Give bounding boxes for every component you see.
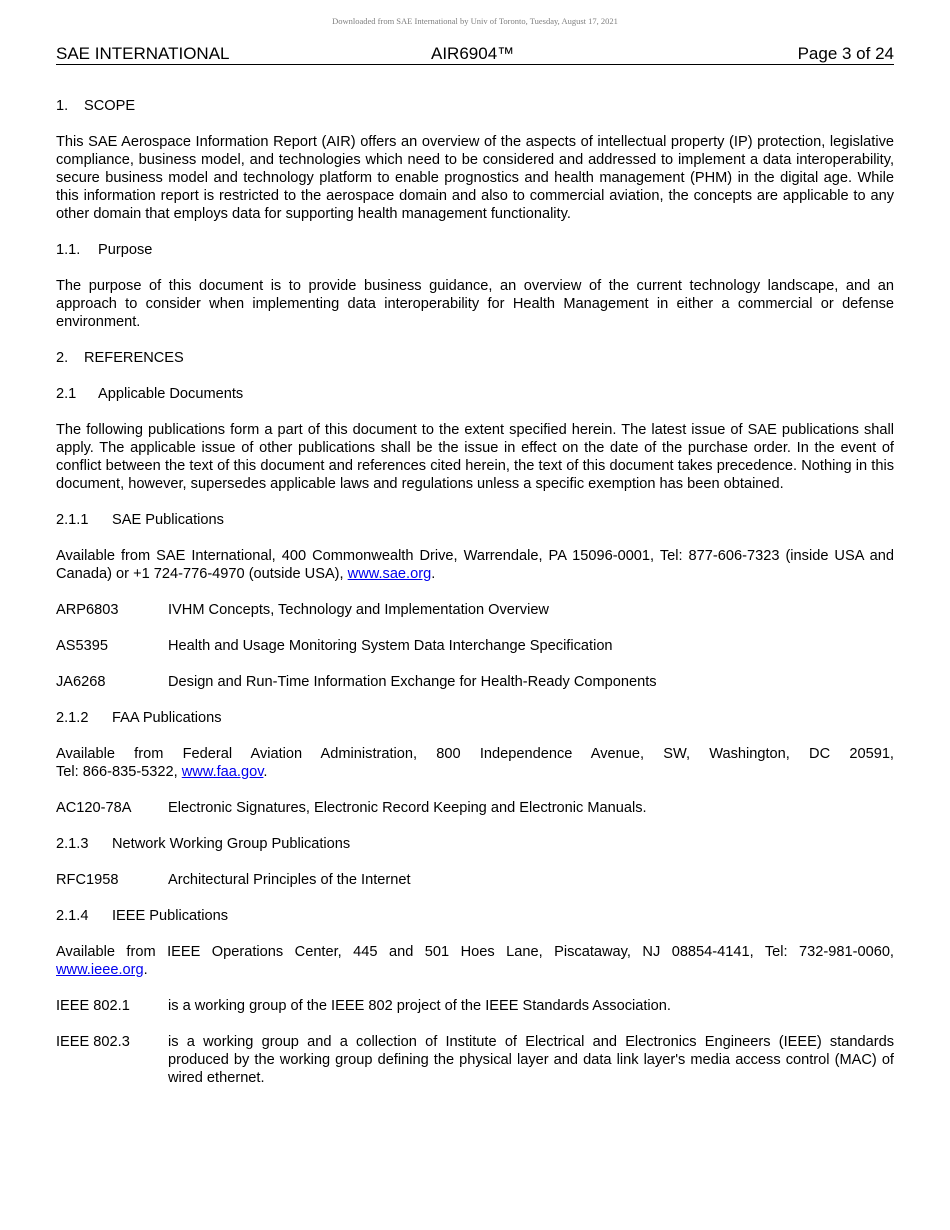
section-title: SCOPE [84, 98, 136, 114]
reference-entry [56, 601, 894, 619]
availability-line-2 [56, 961, 894, 979]
section-title: SAE Publications [112, 512, 224, 528]
section-number: 2. [56, 350, 69, 366]
availability-line: Available from IEEE Operations Center, 445 and 501 Hoes Lane, Piscataway, NJ 08854-4141, Tel: 732-981-0060, [56, 944, 894, 960]
period: . [431, 566, 436, 582]
reference-entry [56, 673, 894, 691]
section-heading-sae-publications [56, 511, 894, 529]
reference-code: AS5395 [56, 638, 108, 654]
section-heading-network-working-group [56, 835, 894, 853]
header-page-number: Page 3 of 24 [797, 44, 894, 63]
reference-description: Electronic Signatures, Electronic Record Keeping and Electronic Manuals. [168, 800, 647, 816]
section-title: IEEE Publications [112, 908, 229, 924]
reference-code: RFC1958 [56, 872, 119, 888]
section-number: 1. [56, 98, 69, 114]
ieee-website-link[interactable]: www.ieee.org [56, 962, 144, 978]
reference-code: IEEE 802.3 [56, 1034, 130, 1050]
reference-code: AC120-78A [56, 800, 132, 816]
period: . [263, 764, 268, 780]
section-heading-faa-publications [56, 709, 894, 727]
purpose-paragraph: The purpose of this document is to provide business guidance, an overview of the current technology landscape, and an approach to consider when implementing data interoperability for Health Management in either a commercial or defense environment. [56, 278, 894, 330]
section-number: 1.1. [56, 242, 81, 258]
section-heading-applicable-documents [56, 385, 894, 403]
section-number: 2.1.4 [56, 908, 89, 924]
sae-website-link[interactable]: www.sae.org [347, 566, 432, 582]
section-number: 2.1 [56, 386, 77, 402]
page-header [56, 44, 894, 65]
header-publisher: SAE INTERNATIONAL [56, 44, 230, 63]
reference-description: Architectural Principles of the Internet [168, 872, 411, 888]
reference-description: Design and Run-Time Information Exchange for Health-Ready Components [168, 674, 657, 690]
reference-entry [56, 1033, 894, 1087]
section-title: Applicable Documents [98, 386, 244, 402]
reference-code: JA6268 [56, 674, 106, 690]
applicable-documents-paragraph: The following publications form a part of this document to the extent specified herein. The latest issue of SAE publications shall apply. The applicable issue of other publications shall be the issue in effect on the date of the purchase order. In the event of conflict between the text of this document and references cited herein, the text of this document takes precedence. Nothing in this document, however, supersedes applicable laws and regulations unless a specific exemption has been obtained. [56, 422, 894, 492]
section-title: Purpose [98, 242, 153, 258]
download-watermark: Downloaded from SAE International by Univ of Toronto, Tuesday, August 17, 2021 [332, 16, 618, 26]
reference-entry [56, 637, 894, 655]
reference-entry [56, 799, 894, 817]
section-title: FAA Publications [112, 710, 222, 726]
faa-availability-paragraph [56, 745, 894, 781]
header-doc-number: AIR6904™ [431, 44, 515, 63]
document-body [56, 97, 894, 1105]
section-heading-ieee-publications [56, 907, 894, 925]
reference-description: Health and Usage Monitoring System Data Interchange Specification [168, 638, 613, 654]
availability-line-2 [56, 763, 894, 781]
sae-availability-paragraph [56, 547, 894, 583]
section-title: Network Working Group Publications [112, 836, 351, 852]
scope-paragraph: This SAE Aerospace Information Report (AIR) offers an overview of the aspects of intellectual property (IP) protection, legislative compliance, business model, and technologies which need to be considered and addressed to implement a data interoperability, secure business model and technology platform to enable prognostics and health management (PHM) in the digital age. While this information report is restricted to the aerospace domain and also to commercial aviation, the concepts are applicable to any other domain that employs data for supporting health management functionality. [56, 134, 894, 222]
reference-code: ARP6803 [56, 602, 119, 618]
section-number: 2.1.2 [56, 710, 89, 726]
ieee-availability-paragraph [56, 943, 894, 979]
section-heading-references [56, 349, 894, 367]
section-number: 2.1.1 [56, 512, 89, 528]
section-heading-scope [56, 97, 894, 115]
section-title: REFERENCES [84, 350, 184, 366]
availability-text: Available from SAE International, 400 Commonwealth Drive, Warrendale, PA 15096-0001, Tel: 877-606-7323 (inside USA and Canada) or +1 724-776-4970 (outside USA), [56, 548, 894, 582]
reference-code: IEEE 802.1 [56, 998, 130, 1014]
reference-entry [56, 871, 894, 889]
faa-website-link[interactable]: www.faa.gov [181, 764, 264, 780]
availability-line: Available from Federal Aviation Administration, 800 Independence Avenue, SW, Washington, DC 20591, [56, 746, 894, 762]
reference-description: IVHM Concepts, Technology and Implementation Overview [168, 602, 549, 618]
availability-text: Tel: 866-835-5322, [56, 764, 182, 780]
section-heading-purpose [56, 241, 894, 259]
reference-description: is a working group and a collection of Institute of Electrical and Electronics Engineers (IEEE) standards produced by the working group defining the physical layer and data link layer's media access control (MAC) of wired ethernet. [168, 1034, 894, 1086]
reference-description: is a working group of the IEEE 802 project of the IEEE Standards Association. [168, 998, 671, 1014]
period: . [143, 962, 148, 978]
reference-entry [56, 997, 894, 1015]
section-number: 2.1.3 [56, 836, 89, 852]
